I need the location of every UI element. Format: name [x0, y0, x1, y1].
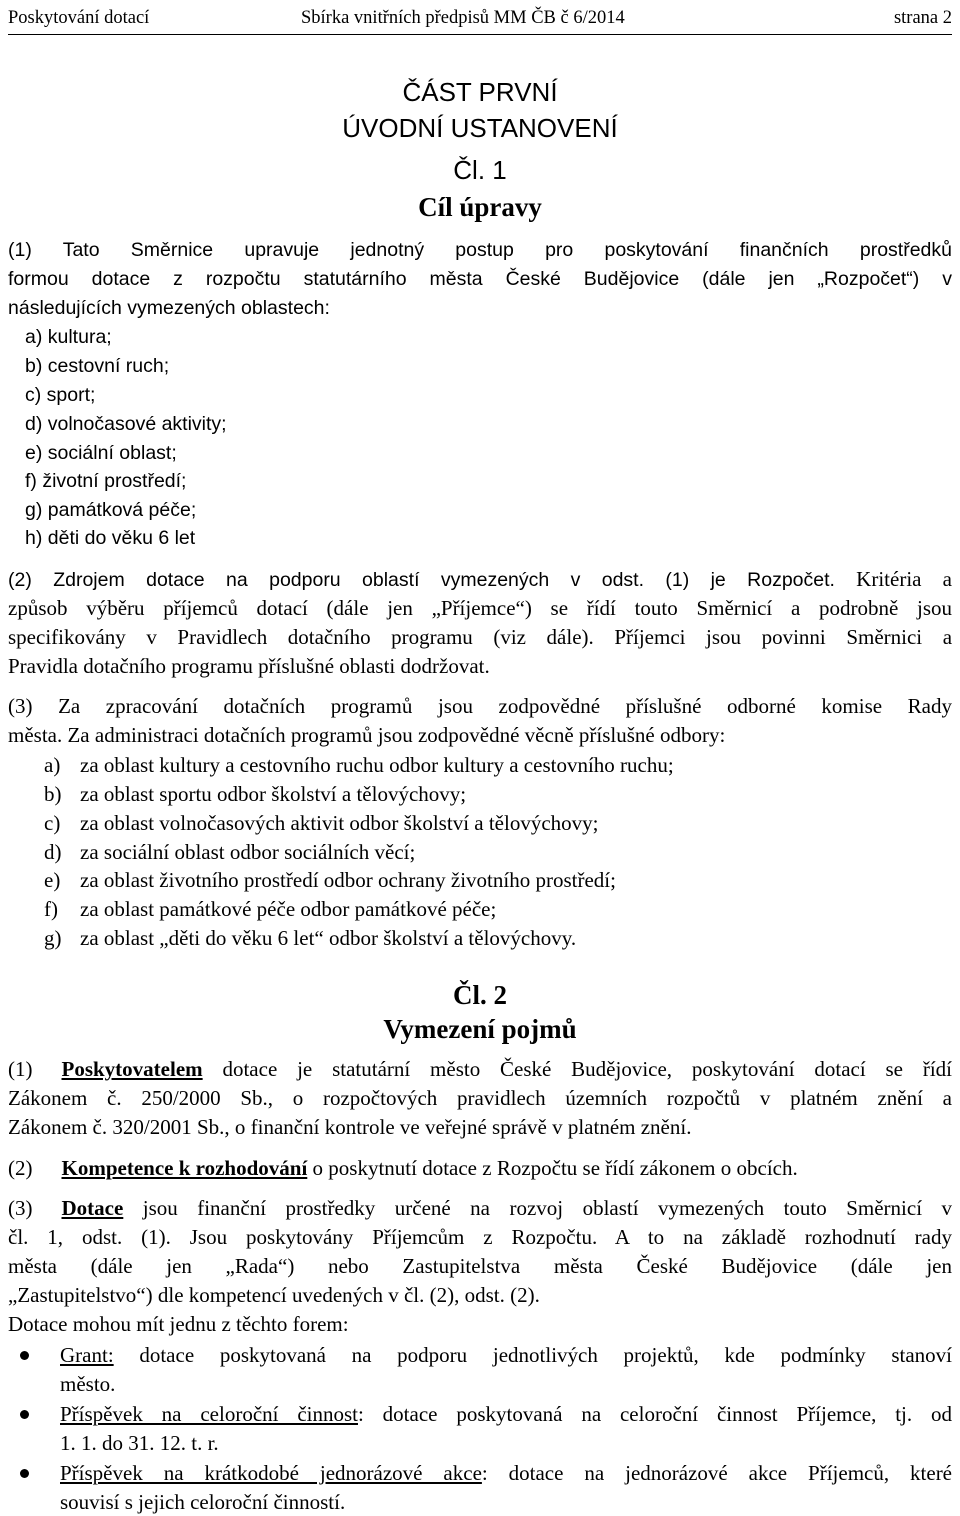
- para-number: (1): [8, 1057, 33, 1081]
- part-subtitle: ÚVODNÍ USTANOVENÍ: [342, 113, 618, 143]
- article-1-number: Čl. 1: [453, 155, 507, 185]
- bullet-icon: [20, 1410, 29, 1419]
- art2-p3-rest: jsou finanční prostředky určené na rozvoj oblastí vymezených touto Směrnicí v: [123, 1196, 952, 1220]
- item-text: za oblast sportu odbor školství a tělovýchovy;: [80, 782, 467, 806]
- term-kompetence: Kompetence k rozhodování: [61, 1156, 308, 1180]
- art1-p3-line1: (3) Za zpracování dotačních programů jsou zodpovědné příslušné odborné komise Rady: [8, 694, 952, 718]
- form-text: : dotace na jednorázové akce Příjemců, které: [481, 1461, 953, 1485]
- form-akce-line1: [60, 1459, 952, 1487]
- bullet-icon: [20, 1469, 29, 1478]
- item-label: e): [44, 868, 61, 892]
- header-right: strana 2: [893, 8, 952, 28]
- item-label: b): [44, 782, 62, 806]
- art1-p2-line1b: Kritéria a: [834, 567, 953, 591]
- list-item: e) sociální oblast;: [25, 442, 177, 464]
- art2-p3-line3: města (dále jen „Rada“) nebo Zastupitelstva města České Budějovice (dále jen: [8, 1254, 952, 1278]
- para-number: (3): [8, 1196, 33, 1220]
- item-text: za oblast volnočasových aktivit odbor školství a tělovýchovy;: [80, 811, 599, 835]
- art2-p1-line1: [8, 1055, 952, 1083]
- list-item: d) volnočasové aktivity;: [25, 413, 227, 435]
- term-akce: Příspěvek na krátkodobé jednorázové akce: [60, 1461, 482, 1485]
- art1-p2-line4: Pravidla dotačního programu příslušné oblasti dodržovat.: [8, 654, 490, 678]
- term-poskytovatel: Poskytovatelem: [61, 1057, 203, 1081]
- item-label: c): [44, 811, 61, 835]
- art1-p1-line3: následujících vymezených oblastech:: [8, 297, 330, 319]
- art1-p2-line3: [8, 623, 952, 651]
- form-grant-line2: město.: [60, 1372, 116, 1396]
- art1-p2-line1a: (2) Zdrojem dotace na podporu oblastí vymezených v odst. (1) je Rozpočet.: [8, 569, 835, 591]
- article-2-title: Vymezení pojmů: [383, 1014, 577, 1044]
- bullet-icon: [20, 1351, 29, 1360]
- term-grant: Grant:: [60, 1343, 114, 1367]
- art1-p2-line3a: specifikovány v Pravidlech dotačního programu (viz dále).: [8, 625, 594, 649]
- item-label: g): [44, 926, 62, 950]
- list-item: b) cestovní ruch;: [25, 355, 170, 377]
- art1-p1-line2: formou dotace z rozpočtu statutárního města České Budějovice (dále jen „Rozpočet“) v: [8, 268, 952, 290]
- form-celorocni-line2: 1. 1. do 31. 12. t. r.: [60, 1431, 219, 1455]
- header-center: Sbírka vnitřních předpisů MM ČB č 6/2014: [301, 8, 625, 28]
- item-label: d): [44, 840, 62, 864]
- art2-p2-line1: [8, 1154, 952, 1182]
- header-left: Poskytování dotací: [8, 8, 150, 28]
- art1-p2-line3b: Příjemci jsou povinni Směrnici a: [593, 625, 953, 649]
- list-item: h) děti do věku 6 let: [25, 527, 196, 549]
- term-celorocni: Příspěvek na celoroční činnost: [60, 1402, 358, 1426]
- form-akce-line2: souvisí s jejich celoroční činností.: [60, 1490, 346, 1514]
- art1-p1-line1: (1) Tato Směrnice upravuje jednotný postup pro poskytování finančních prostředků: [8, 239, 952, 261]
- list-item: a) kultura;: [25, 326, 112, 348]
- article-2-number: Čl. 2: [453, 980, 507, 1010]
- part-title: ČÁST PRVNÍ: [402, 77, 558, 107]
- art1-p2-line1: [8, 565, 952, 593]
- art2-p3-line4: „Zastupitelstvo“) dle kompetencí uvedených v čl. (2), odst. (2).: [8, 1283, 540, 1307]
- item-text: za oblast památkové péče odbor památkové péče;: [80, 897, 497, 921]
- list-item: f) životní prostředí;: [25, 470, 187, 492]
- form-grant-line1: [60, 1341, 952, 1369]
- item-label: f): [44, 897, 58, 921]
- art2-p1-line2: Zákonem č. 250/2000 Sb., o rozpočtových pravidlech územních rozpočtů v platném znění a: [8, 1086, 952, 1110]
- list-item: c) sport;: [25, 384, 96, 406]
- form-text: : dotace poskytovaná na celoroční činnost Příjemce, tj. od: [357, 1402, 952, 1426]
- art2-p3-line5: Dotace mohou mít jednu z těchto forem:: [8, 1312, 349, 1336]
- item-text: za oblast kultury a cestovního ruchu odbor kultury a cestovního ruchu;: [80, 753, 674, 777]
- article-1-title: Cíl úpravy: [418, 192, 542, 222]
- list-item: g) památková péče;: [25, 499, 197, 521]
- page-header: [8, 4, 952, 35]
- term-dotace: Dotace: [61, 1196, 124, 1220]
- art2-p3-line2: čl. 1, odst. (1). Jsou poskytovány Příjemcům z Rozpočtu. A to na základě rozhodnutí rady: [8, 1225, 952, 1249]
- art2-p1-rest: dotace je statutární město České Budějovice, poskytování dotací se řídí: [202, 1057, 952, 1081]
- art1-p3-line2: města. Za administraci dotačních programů jsou zodpovědné věcně příslušné odbory:: [8, 723, 726, 747]
- art2-p2-rest: o poskytnutí dotace z Rozpočtu se řídí zákonem o obcích.: [307, 1156, 798, 1180]
- art1-p2-line2: způsob výběru příjemců dotací (dále jen „Příjemce“) se řídí touto Směrnicí a podrobně jsou: [8, 596, 952, 620]
- item-text: za oblast „děti do věku 6 let“ odbor školství a tělovýchovy.: [80, 926, 577, 950]
- item-text: za oblast životního prostředí odbor ochrany životního prostředí;: [80, 868, 616, 892]
- art2-p1-line3: Zákonem č. 320/2001 Sb., o finanční kontrole ve veřejné správě v platném znění.: [8, 1115, 692, 1139]
- form-text: dotace poskytovaná na podporu jednotlivých projektů, kde podmínky stanoví: [113, 1343, 952, 1367]
- item-text: za sociální oblast odbor sociálních věcí;: [80, 840, 416, 864]
- form-celorocni-line1: [60, 1400, 952, 1428]
- item-label: a): [44, 753, 61, 777]
- art2-p3-line1: [8, 1194, 952, 1222]
- para-number: (2): [8, 1156, 33, 1180]
